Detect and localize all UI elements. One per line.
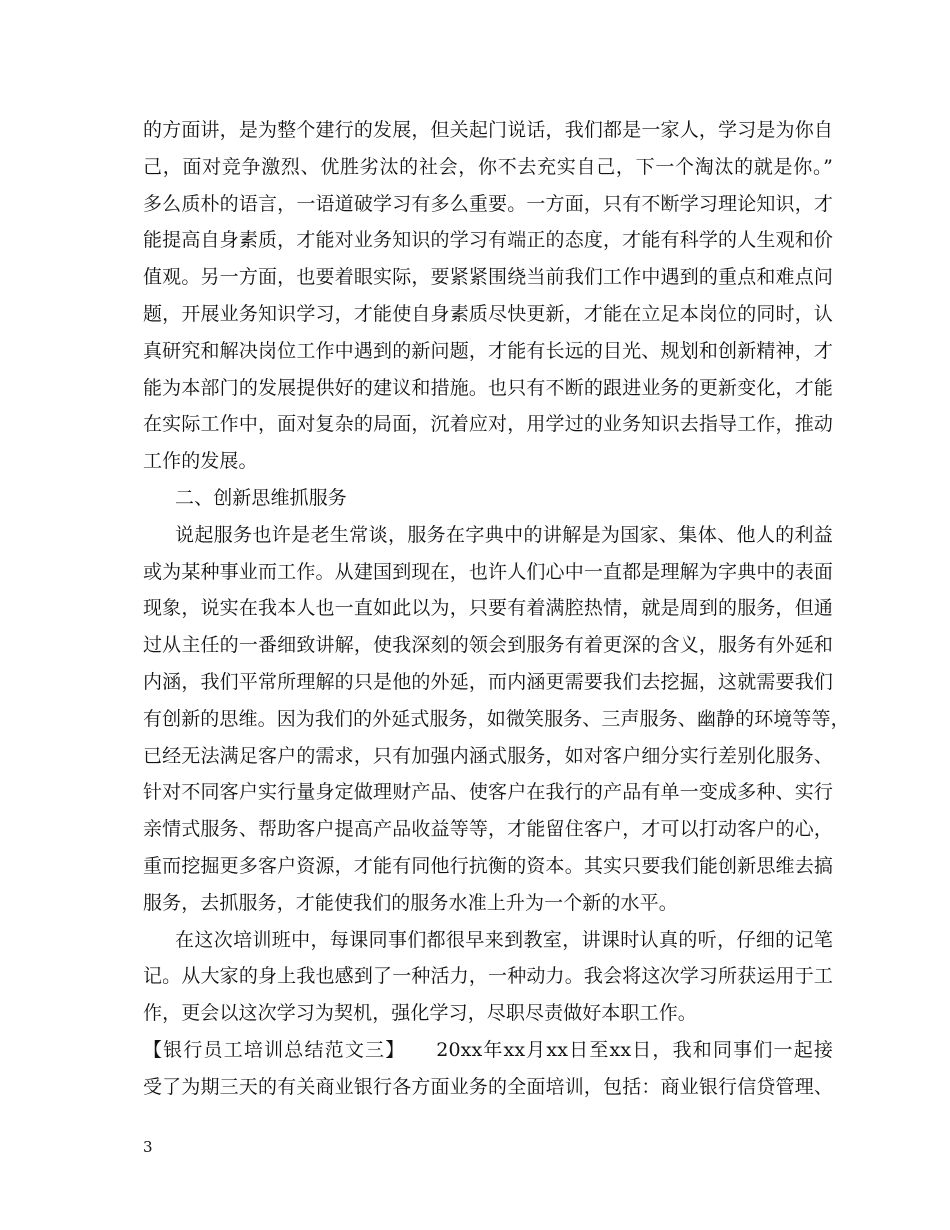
text-line: 值观。另一方面，也要着眼实际，要紧紧围绕当前我们工作中遇到的重点和难点问 <box>143 266 833 289</box>
page-number: 3 <box>143 1138 153 1156</box>
text-line: 现象，说实在我本人也一直如此以为，只要有着满腔热情，就是周到的服务，但通 <box>143 597 833 620</box>
text-line: 在这次培训班中，每课同事们都很早来到教室，讲课时认真的听，仔细的记笔 <box>175 928 833 951</box>
text-line: 已经无法满足客户的需求，只有加强内涵式服务，如对客户细分实行差别化服务、 <box>143 744 833 767</box>
text-line: 能提高自身素质，才能对业务知识的学习有端正的态度，才能有科学的人生观和价 <box>143 229 833 252</box>
text-line: 能为本部门的发展提供好的建议和措施。也只有不断的跟进业务的更新变化，才能 <box>143 376 833 399</box>
text-line: 在实际工作中，面对复杂的局面，沉着应对，用学过的业务知识去指导工作，推动 <box>143 413 833 436</box>
text-line: 工作的发展。 <box>143 450 258 473</box>
document-body <box>143 112 850 1106</box>
text-line: 作，更会以这次学习为契机，强化学习，尽职尽责做好本职工作。 <box>143 1002 697 1025</box>
text-line: 受了为期三天的有关商业银行各方面业务的全面培训，包括：商业银行信贷管理、 <box>143 1075 833 1098</box>
text-line: 或为某种事业而工作。从建国到现在，也许人们心中一直都是理解为字典中的表面 <box>143 560 833 583</box>
text-line: 有创新的思维。因为我们的外延式服务，如微笑服务、三声服务、幽静的环境等等， <box>143 707 850 730</box>
text-line: 过从主任的一番细致讲解，使我深刻的领会到服务有着更深的含义，服务有外延和 <box>143 634 833 657</box>
text-line: 己，面对竞争激烈、优胜劣汰的社会，你不去充实自己，下一个淘汰的就是你。” <box>143 155 833 178</box>
text-line: 的方面讲，是为整个建行的发展，但关起门说话，我们都是一家人，学习是为你自 <box>143 119 833 141</box>
text-line: 重而挖掘更多客户资源，才能有同他行抗衡的资本。其实只要我们能创新思维去搞 <box>143 854 833 877</box>
text-line: 针对不同客户实行量身定做理财产品、使客户在我行的产品有单一变成多种、实行 <box>143 781 833 804</box>
text-line: 真研究和解决岗位工作中遇到的新问题，才能有长远的目光、规划和创新精神，才 <box>143 339 833 362</box>
text-line: 服务，去抓服务，才能使我们的服务水准上升为一个新的水平。 <box>143 891 678 914</box>
text-line: 题，开展业务知识学习，才能使自身素质尽快更新，才能在立足本岗位的同时，认 <box>143 302 833 325</box>
text-line: 亲情式服务、帮助客户提高产品收益等等，才能留住客户，才可以打动客户的心， <box>143 818 833 841</box>
text-line: 【银行员工培训总结范文三】 20xx年xx月xx日至xx日，我和同事们一起接 <box>143 1038 833 1061</box>
text-line: 记。从大家的身上我也感到了一种活力，一种动力。我会将这次学习所获运用于工 <box>143 965 833 988</box>
text-line: 多么质朴的语言，一语道破学习有多么重要。一方面，只有不断学习理论知识，才 <box>143 192 833 215</box>
text-line: 内涵，我们平常所理解的只是他的外延，而内涵更需要我们去挖掘，这就需要我们 <box>143 670 833 693</box>
text-line: 说起服务也许是老生常谈，服务在字典中的讲解是为国家、集体、他人的利益 <box>175 523 833 546</box>
text-line: 二、创新思维抓服务 <box>175 486 347 509</box>
